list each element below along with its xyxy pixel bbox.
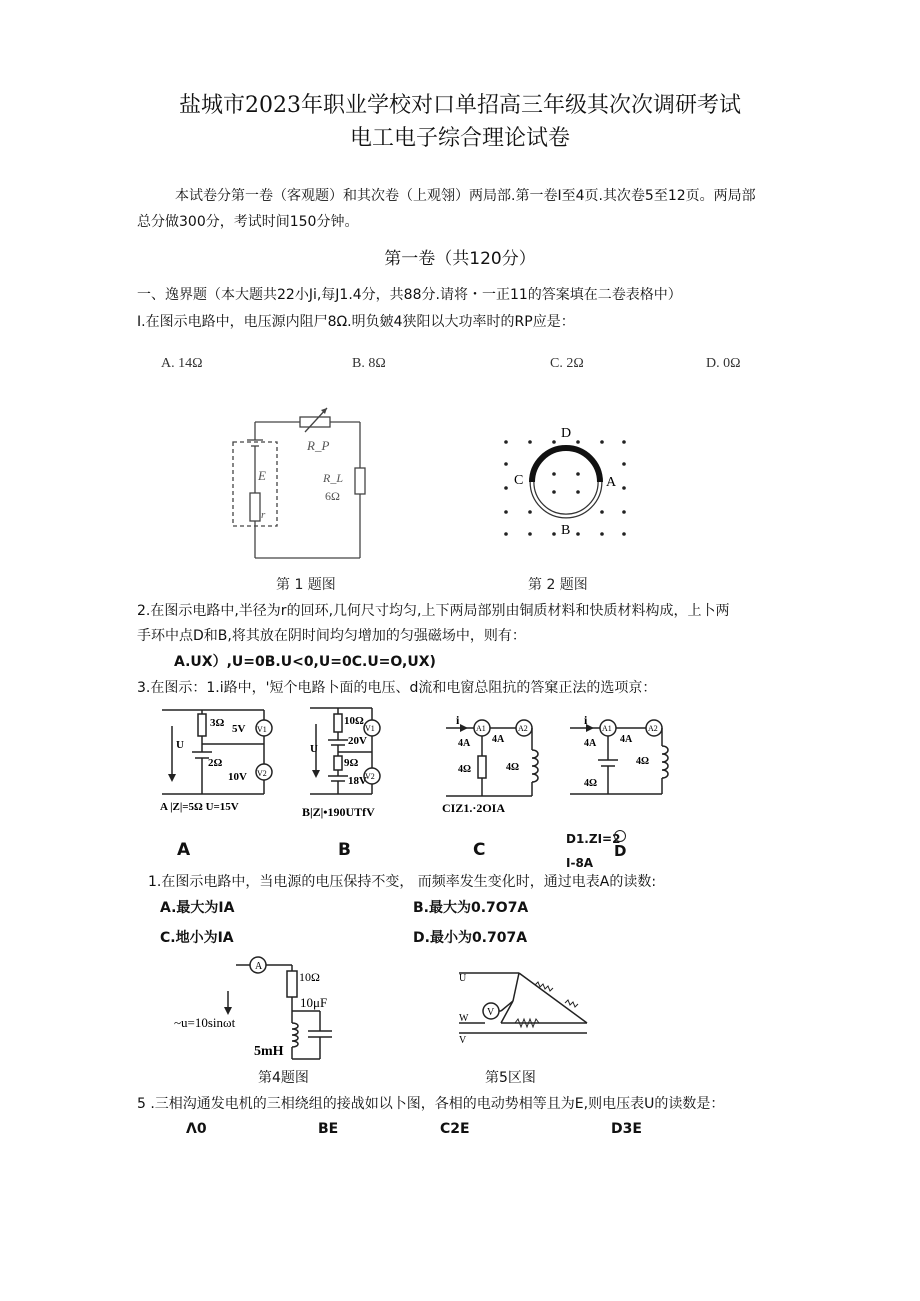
q3c-caption: CIZ1.·2OIA — [442, 801, 506, 815]
q4-label-src: ~u=10sinωt — [174, 1015, 236, 1030]
q3a-u: U — [176, 739, 184, 751]
q3b-v2: 18V — [348, 775, 367, 787]
q2-figure-caption: 第 2 题图 — [528, 577, 588, 593]
q3-stem: 3.在图示：1.i路中，'短个电路卜面的电压、d流和电窗总阻抗的答窠正法的选项京： — [137, 680, 657, 696]
q3b-v1: 20V — [348, 735, 367, 747]
q3a-m2: V2 — [257, 769, 267, 778]
q4-option-a: A.最大为IA — [160, 900, 235, 916]
q5-option-b: BE — [318, 1121, 339, 1137]
q3-circuit-b — [302, 704, 422, 822]
q3d-z1: 4Ω — [584, 778, 598, 789]
q3d-a-right: 4A — [620, 734, 633, 745]
section-heading: 第一卷（共120分） — [384, 249, 536, 269]
q3-circuit-a — [158, 706, 278, 816]
q3-label-c: C — [473, 840, 486, 860]
q4-option-c: C.地小为IA — [160, 930, 234, 946]
q5-figure-caption: 第5区图 — [485, 1070, 536, 1086]
q5-option-c: C2E — [440, 1121, 470, 1137]
q1-option-d: D. 0Ω — [706, 356, 741, 371]
q1-label-rl: R_L — [323, 471, 344, 485]
q3b-caption: B|Z|•190UTfV — [302, 805, 375, 819]
q1-circuit-figure — [225, 400, 375, 575]
circle-symbol-icon — [614, 830, 626, 842]
q5-stem: 5 .三相沟通发电机的三相绕组的接战如以卜图，各相的电动势相等且为E,则电压表U的读数是： — [137, 1096, 725, 1112]
q3c-a-right: 4A — [492, 734, 505, 745]
q5-label-v: V — [459, 1035, 467, 1046]
q3a-v1: 5V — [232, 723, 246, 735]
q4-label-l: 5mH — [254, 1044, 284, 1059]
q2-options: A.UX）,U=0B.U<0,U=0C.U=O,UX) — [174, 654, 436, 670]
q4-option-b: B.最大为0.7O7A — [413, 900, 529, 916]
q5-generator-figure — [455, 965, 595, 1045]
q3-circuit-c — [438, 710, 548, 818]
q4-figure-caption: 第4题图 — [258, 1070, 309, 1086]
q3b-m2: V2 — [365, 772, 375, 781]
q3d-z2: 4Ω — [636, 756, 650, 767]
exam-title-line1: 盐城市2023年职业学校对口单招高三年级其次次调研考试 — [179, 93, 741, 118]
part1-instruction: 一、逸界题（本大题共22小Ji,每J1.4分，共88分.请将・一正11的答案填在二卷表格中） — [137, 287, 682, 303]
q3c-z2: 4Ω — [506, 762, 520, 773]
q5-label-meter: V — [487, 1007, 495, 1018]
q3d-a-left: 4A — [584, 738, 597, 749]
q3a-caption: A |Z|=5Ω U=15V — [160, 801, 239, 813]
intro-line2: 总分做300分，考试时间150分钟。 — [137, 214, 359, 230]
q4-label-c: 10μF — [300, 995, 328, 1010]
q3c-i: i — [456, 713, 460, 727]
q2-label-d: D — [561, 426, 572, 441]
q5-option-d: D3E — [611, 1121, 642, 1137]
q2-stem-line2: 手环中点D和B,将其放在阴时间均匀增加的匀强磁场中，则有： — [137, 628, 526, 644]
q3a-r1: 3Ω — [210, 717, 225, 729]
q1-stem: I.在图示电路中，电压源内阻尸8Ω.明负皴4狭阳以大功率时的RP应是： — [137, 314, 575, 330]
q3-label-a: A — [177, 840, 191, 860]
q2-label-a: A — [606, 475, 617, 490]
q2-stem-line1: 2.在图示电路中,半径为r的回环,几何尺寸均匀,上下两局部别由铜质材料和快质材料构成，上卜两 — [137, 603, 730, 619]
q3-label-b: B — [338, 840, 351, 860]
q4-label-meter: A — [255, 961, 263, 972]
q3c-m1: A1 — [476, 724, 486, 733]
q3a-m1: V1 — [257, 725, 267, 734]
q1-option-c: C. 2Ω — [550, 356, 584, 371]
exam-title-line2: 电工电子综合理论试卷 — [349, 126, 570, 151]
q2-label-c: C — [514, 473, 524, 488]
q3c-z1: 4Ω — [458, 764, 472, 775]
q3-label-d: D — [614, 842, 627, 860]
q3a-r2: 2Ω — [208, 757, 223, 769]
q3d-caption-line1: D1.ZI=2 — [566, 832, 621, 846]
q5-label-w: W — [459, 1013, 469, 1024]
q4-circuit-figure — [172, 955, 352, 1067]
q3c-m2: A2 — [518, 724, 528, 733]
q4-stem: 1.在图示电路中，当电源的电压保持不变， 而频率发生变化时，通过电表A的读数: — [148, 874, 657, 890]
q4-option-d: D.最小为0.707A — [413, 930, 528, 946]
q4-label-r: 10Ω — [299, 970, 320, 984]
q5-label-u: U — [459, 973, 467, 984]
q3b-r1: 10Ω — [344, 715, 364, 727]
q3a-v2: 10V — [228, 771, 247, 783]
q3d-caption-line2: I-8A — [566, 856, 594, 870]
q1-figure-caption: 第 1 题图 — [276, 577, 336, 593]
q1-label-e: E — [258, 468, 266, 483]
q1-option-b: B. 8Ω — [352, 356, 386, 371]
q2-label-b: B — [561, 523, 571, 538]
q3d-i: i — [584, 713, 588, 727]
q1-label-rp: R_P — [307, 438, 330, 453]
q5-option-a: Λ0 — [186, 1121, 207, 1137]
q3b-m1: V1 — [365, 724, 375, 733]
q2-ring-figure — [500, 424, 632, 554]
q3c-a-left: 4A — [458, 738, 471, 749]
q3d-m2: A2 — [648, 724, 658, 733]
q1-label-r: r — [261, 509, 266, 521]
q3-circuit-d — [566, 710, 676, 802]
q1-option-a: A. 14Ω — [161, 356, 203, 371]
intro-line1: 本试卷分第一卷（客观题）和其次卷（上观翎）两局部.第一卷I至4页.其次卷5至12页。两局部 — [175, 188, 756, 204]
q3d-m1: A1 — [602, 724, 612, 733]
q3b-r2: 9Ω — [344, 757, 359, 769]
q3b-u: U — [310, 743, 318, 755]
q1-label-rl-value: 6Ω — [325, 489, 340, 503]
